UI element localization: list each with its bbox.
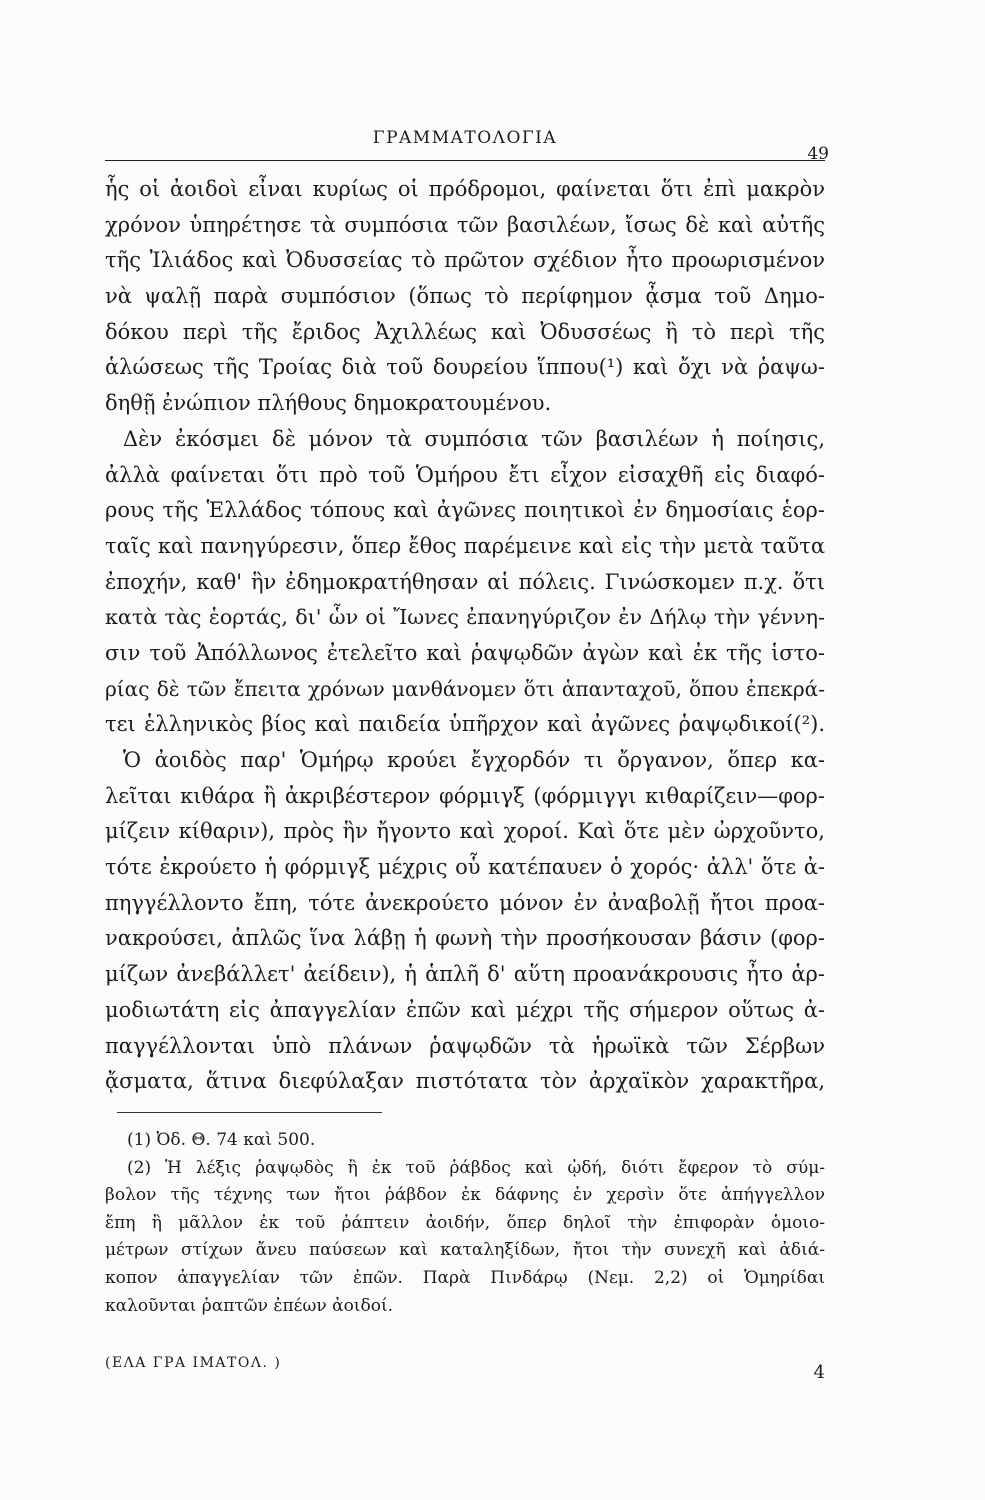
text-line: ρους τῆς Ἑλλάδος τόπους καὶ ἀγῶνες ποιητικοὶ ἐν δημοσίαις ἑορ-: [105, 498, 825, 523]
text-line: ρίας δὲ τῶν ἔπειτα χρόνων μανθάνομεν ὅτι ἁπανταχοῦ, ὅπου ἐπεκρά-: [105, 676, 825, 701]
text-line: πηγγέλλοντο ἔπη, τότε ἀνεκρούετο μόνον ἐν ἀναβολῇ ἤτοι προα-: [105, 890, 825, 915]
running-title: ΓΡΑΜΜΑΤΟΛΟΓΙΑ: [372, 128, 558, 148]
text-line: ταῖς καὶ πανηγύρεσιν, ὅπερ ἔθος παρέμεινε καὶ εἰς τὴν μετὰ ταῦτα: [105, 533, 825, 558]
text-line: δηθῇ ἐνώπιον πλήθους δημοκρατουμένου.: [105, 391, 552, 416]
text-line: μίζων ἀνεβάλλετ' ἀείδειν), ἡ ἁπλῆ δ' αὕτη προανάκρουσις ἦτο ἁρ-: [105, 962, 825, 987]
text-line: τῆς Ἰλιάδος καὶ Ὀδυσσείας τὸ πρῶτον σχέδιον ἦτο προωρισμένον: [105, 248, 825, 273]
footnote-rule: [117, 1112, 382, 1113]
footnote-line: (1) Ὀδ. Θ. 74 καὶ 500.: [127, 1130, 316, 1150]
footnote-line: καλοῦνται ῥαπτῶν ἐπέων ἀοιδοί.: [105, 1295, 394, 1316]
page-number: 49: [807, 144, 829, 164]
text-line: μοδιωτάτη εἰς ἀπαγγελίαν ἐπῶν καὶ μέχρι τῆς σήμερον οὕτως ἀ-: [105, 997, 825, 1022]
footnotes: [105, 1127, 825, 1320]
header-rule: [105, 160, 825, 161]
text-line: ἁλώσεως τῆς Τροίας διὰ τοῦ δουρείου ἵππου(¹) καὶ ὄχι νὰ ῥαψω-: [105, 355, 825, 380]
text-line: ἀλλὰ φαίνεται ὅτι πρὸ τοῦ Ὁμήρου ἔτι εἶχον εἰσαχθῆ εἰς διαφό-: [105, 462, 825, 487]
text-line: νακρούσει, ἁπλῶς ἵνα λάβῃ ἡ φωνὴ τὴν προσήκουσαν βάσιν (φορ-: [105, 926, 825, 951]
text-line: σιν τοῦ Ἀπόλλωνος ἐτελεῖτο καὶ ῥαψῳδῶν ἀγὼν καὶ ἐκ τῆς ἱστο-: [105, 640, 825, 665]
text-line: μίζειν κίθαριν), πρὸς ἣν ἤγοντο καὶ χοροί. Καὶ ὅτε μὲν ὠρχοῦντο,: [105, 819, 825, 844]
footnote-line: (2) Ἡ λέξις ῥαψῳδὸς ἢ ἐκ τοῦ ῥάβδος καὶ ᾠδή, διότι ἔφερον τὸ σύμ-: [127, 1157, 825, 1178]
text-line: ᾄσματα, ἅτινα διεφύλαξαν πιστότατα τὸν ἀρχαϊκὸν χαρακτῆρα,: [105, 1069, 825, 1094]
text-line: παγγέλλονται ὑπὸ πλάνων ῥαψῳδῶν τὰ ἡρωϊκὰ τῶν Σέρβων: [105, 1033, 825, 1058]
footnote-line: βολον τῆς τέχνης των ἤτοι ῥάβδον ἐκ δάφνης ἐν χερσὶν ὅτε ἀπήγγελλον: [105, 1185, 825, 1206]
footnote-line: μέτρων στίχων ἄνευ παύσεων καὶ καταληξίδων, ἤτοι τὴν συνεχῆ καὶ ἀδιά-: [105, 1240, 825, 1261]
signature-number: 4: [813, 1362, 825, 1383]
printer-signature: (ΕΛΑ ΓΡΑ ΙΜΑΤΟΛ. ): [105, 1355, 282, 1371]
text-line: τότε ἐκρούετο ἡ φόρμιγξ μέχρις οὗ κατέπαυεν ὁ χορός· ἀλλ' ὅτε ἀ-: [105, 855, 825, 880]
text-line: χρόνον ὑπηρέτησε τὰ συμπόσια τῶν βασιλέων, ἴσως δὲ καὶ αὐτῆς: [105, 212, 825, 237]
text-line: κατὰ τὰς ἑορτάς, δι' ὧν οἱ Ἴωνες ἐπανηγύριζον ἐν Δήλῳ τὴν γέννη-: [105, 605, 825, 630]
text-line: Ὁ ἀοιδὸς παρ' Ὁμήρῳ κρούει ἔγχορδόν τι ὄργανον, ὅπερ κα-: [123, 748, 825, 772]
footnote-line: ἔπη ἢ μᾶλλον ἐκ τοῦ ῥάπτειν ἀοιδήν, ὅπερ δηλοῖ τὴν ἐπιφορὰν ὁμοιο-: [105, 1212, 825, 1233]
text-line: λεῖται κιθάρα ἢ ἀκριβέστερον φόρμιγξ (φόρμιγγι κιθαρίζειν—φορ-: [105, 783, 825, 808]
main-text: [105, 172, 825, 1100]
page-header: [105, 128, 829, 164]
footnote-line: κοπον ἀπαγγελίαν τῶν ἐπῶν. Παρὰ Πινδάρῳ (Νεμ. 2,2) οἱ Ὁμηρίδαι: [105, 1267, 825, 1288]
text-line: νὰ ψαλῇ παρὰ συμπόσιον (ὅπως τὸ περίφημον ᾆσμα τοῦ Δημο-: [105, 284, 825, 309]
text-line: δόκου περὶ τῆς ἔριδος Ἀχιλλέως καὶ Ὀδυσσέως ἢ τὸ περὶ τῆς: [105, 319, 825, 344]
text-line: Δὲν ἐκόσμει δὲ μόνον τὰ συμπόσια τῶν βασιλέων ἡ ποίησις,: [123, 426, 825, 451]
text-line: ἧς οἱ ἀοιδοὶ εἶναι κυρίως οἱ πρόδρομοι, φαίνεται ὅτι ἐπὶ μακρὸν: [105, 177, 825, 201]
text-line: τει ἑλληνικὸς βίος καὶ παιδεία ὑπῆρχον καὶ ἀγῶνες ῥαψῳδικοί(²).: [105, 712, 825, 737]
text-line: ἐποχήν, καθ' ἣν ἐδημοκρατήθησαν αἱ πόλεις. Γινώσκομεν π.χ. ὅτι: [105, 569, 825, 594]
